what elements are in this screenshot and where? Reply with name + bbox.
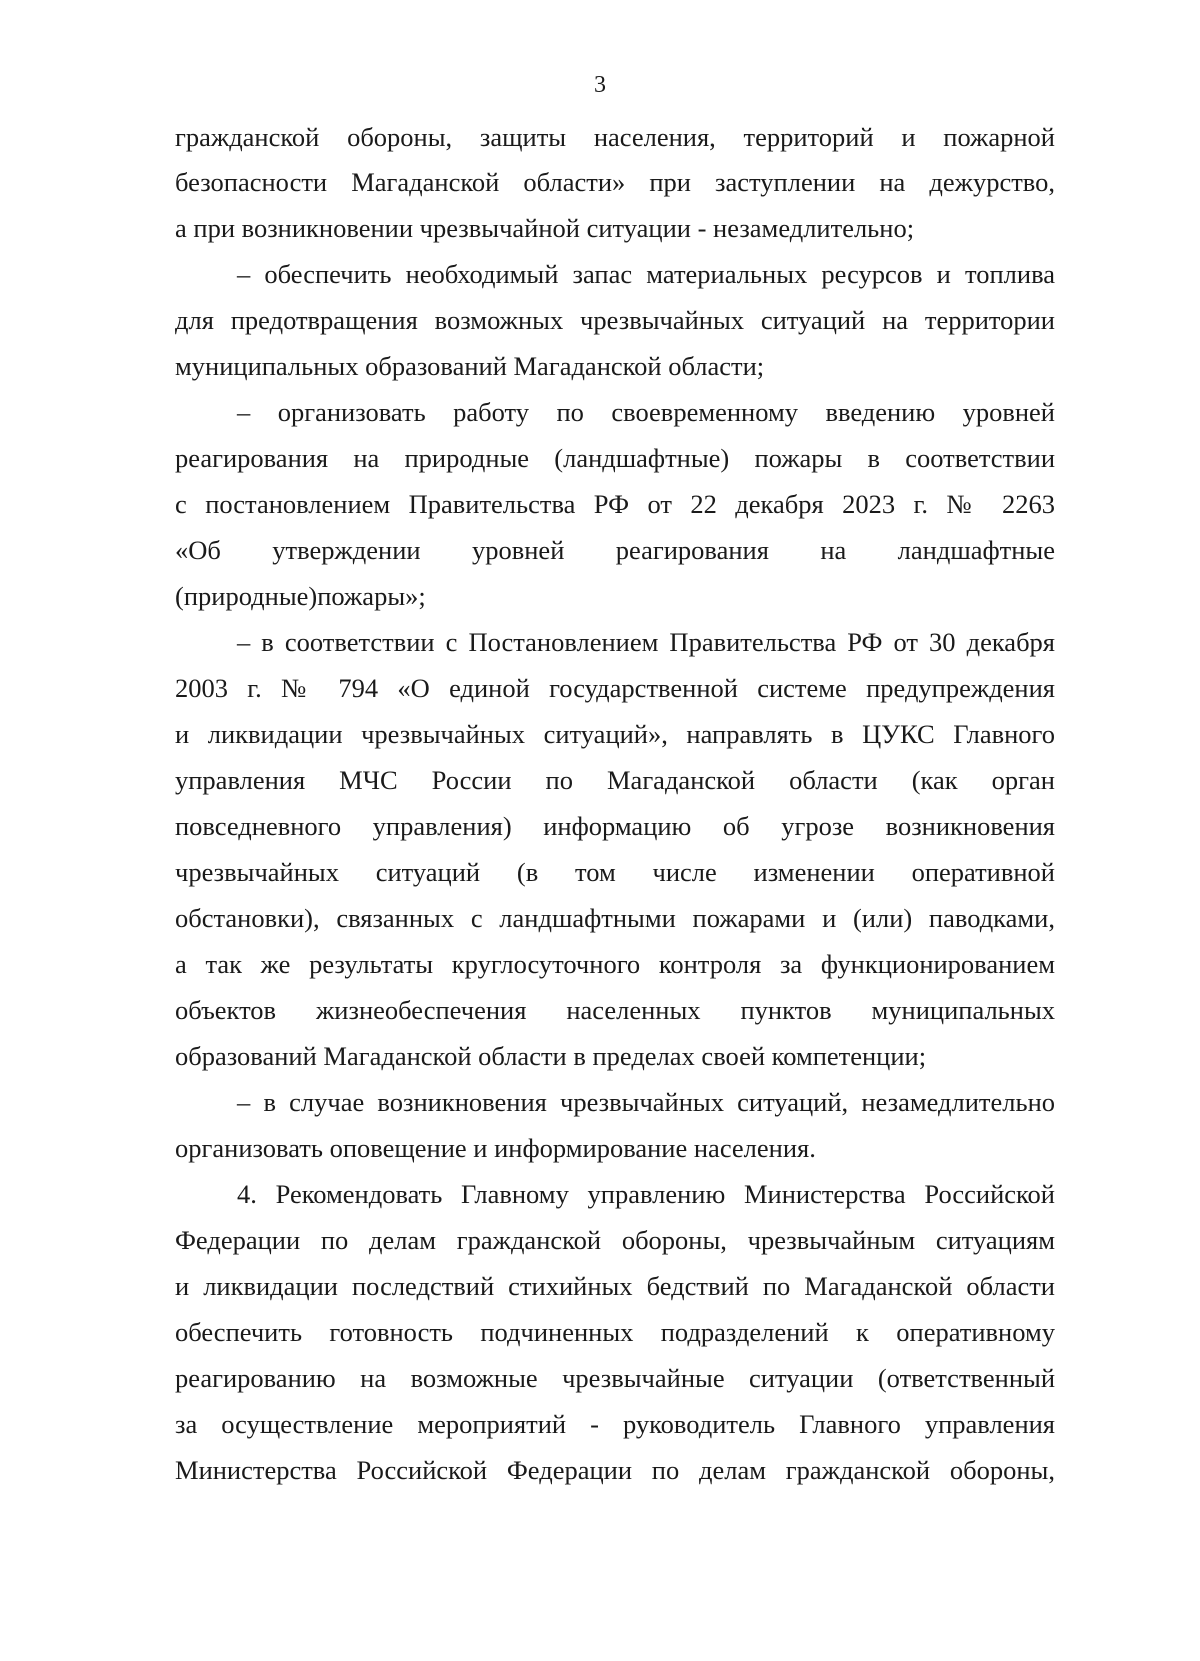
text-line: и ликвидации последствий стихийных бедствий по Магаданской области bbox=[175, 1271, 1055, 1301]
text-line: (природные)пожары»; bbox=[175, 581, 426, 611]
text-line: для предотвращения возможных чрезвычайных ситуаций на территории bbox=[175, 305, 1055, 335]
text-line: гражданской обороны, защиты населения, территорий и пожарной bbox=[175, 122, 1055, 152]
text-line: Министерства Российской Федерации по делам гражданской обороны, bbox=[175, 1455, 1055, 1485]
text-line: а так же результаты круглосуточного контроля за функционированием bbox=[175, 949, 1055, 979]
text-line: 4. Рекомендовать Главному управлению Министерства Российской bbox=[237, 1179, 1055, 1209]
text-line: – в случае возникновения чрезвычайных ситуаций, незамедлительно bbox=[237, 1087, 1055, 1117]
text-line: повседневного управления) информацию об угрозе возникновения bbox=[175, 811, 1055, 841]
text-line: образований Магаданской области в пределах своей компетенции; bbox=[175, 1041, 927, 1071]
text-line: безопасности Магаданской области» при заступлении на дежурство, bbox=[175, 167, 1055, 197]
text-line: обеспечить готовность подчиненных подразделений к оперативному bbox=[175, 1317, 1055, 1347]
text-line: – организовать работу по своевременному введению уровней bbox=[237, 397, 1055, 427]
text-line: «Об утверждении уровней реагирования на ландшафтные bbox=[175, 535, 1055, 565]
text-line: организовать оповещение и информирование населения. bbox=[175, 1133, 816, 1163]
text-line: с постановлением Правительства РФ от 22 декабря 2023 г. № 2263 bbox=[175, 489, 1055, 519]
text-line: за осуществление мероприятий - руководитель Главного управления bbox=[175, 1409, 1055, 1439]
text-line: реагированию на возможные чрезвычайные ситуации (ответственный bbox=[175, 1363, 1055, 1393]
text-line: управления МЧС России по Магаданской области (как орган bbox=[175, 765, 1055, 795]
text-line: – обеспечить необходимый запас материальных ресурсов и топлива bbox=[237, 259, 1055, 289]
text-line: – в соответствии с Постановлением Правительства РФ от 30 декабря bbox=[237, 627, 1055, 657]
text-line: а при возникновении чрезвычайной ситуации - незамедлительно; bbox=[175, 213, 915, 243]
text-line: чрезвычайных ситуаций (в том числе изменении оперативной bbox=[175, 857, 1055, 887]
page-number: 3 bbox=[594, 72, 606, 98]
text-line: муниципальных образований Магаданской области; bbox=[175, 351, 765, 381]
text-line: объектов жизнеобеспечения населенных пунктов муниципальных bbox=[175, 995, 1055, 1025]
text-line: обстановки), связанных с ландшафтными пожарами и (или) паводками, bbox=[175, 903, 1055, 933]
text-line: 2003 г. № 794 «О единой государственной системе предупреждения bbox=[175, 673, 1055, 703]
text-line: Федерации по делам гражданской обороны, чрезвычайным ситуациям bbox=[175, 1225, 1055, 1255]
text-line: реагирования на природные (ландшафтные) пожары в соответствии bbox=[175, 443, 1055, 473]
text-line: и ликвидации чрезвычайных ситуаций», направлять в ЦУКС Главного bbox=[175, 719, 1055, 749]
